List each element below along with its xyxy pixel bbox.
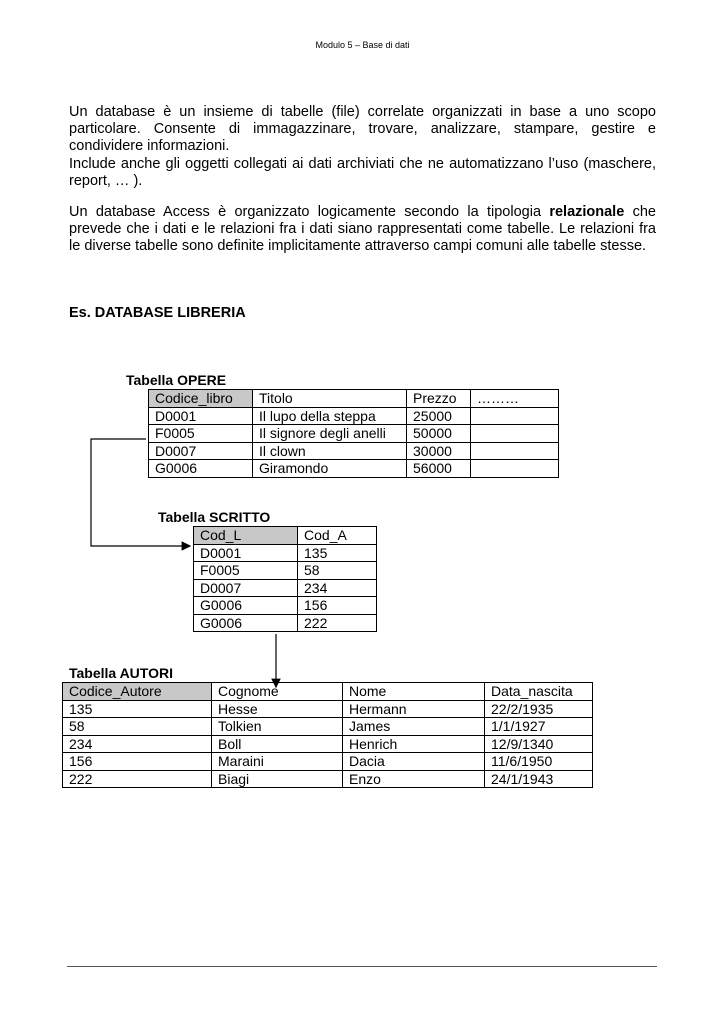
autori-cell: Biagi [212, 770, 343, 788]
scritto-cell: F0005 [194, 562, 298, 580]
scritto-label: Tabella SCRITTO [158, 509, 271, 525]
scritto-cell: 156 [298, 597, 377, 615]
opere-header-cell: Codice_libro [149, 390, 253, 408]
opere-cell: Il clown [253, 442, 407, 460]
autori-cell: 11/6/1950 [485, 753, 593, 771]
autori-cell: Tolkien [212, 718, 343, 736]
autori-cell: Hermann [343, 700, 485, 718]
opere-cell: 56000 [407, 460, 471, 478]
scritto-header-cell: Cod_A [298, 527, 377, 545]
autori-cell: Maraini [212, 753, 343, 771]
opere-scritto-connector [91, 439, 190, 546]
intro-p1: Un database è un insieme di tabelle (file) correlate organizzati in base a uno scopo particolare. Consente di immagazzinare, trovare, analizzare, stampare, gestire e condividere informazioni. [69, 104, 656, 155]
autori-cell: Hesse [212, 700, 343, 718]
opere-header-cell: Titolo [253, 390, 407, 408]
opere-cell: D0001 [149, 407, 253, 425]
autori-cell: 156 [63, 753, 212, 771]
opere-header-cell: ……… [471, 390, 559, 408]
opere-cell: 30000 [407, 442, 471, 460]
opere-cell: 50000 [407, 425, 471, 443]
opere-header-cell: Prezzo [407, 390, 471, 408]
page-header: Modulo 5 – Base di dati [315, 40, 410, 50]
intro-p2: Include anche gli oggetti collegati ai dati archiviati che ne automatizzano l’uso (maschere, report, … ). [69, 155, 656, 189]
autori-header-cell: Data_nascita [485, 683, 593, 701]
autori-cell: 234 [63, 735, 212, 753]
scritto-cell: D0007 [194, 579, 298, 597]
autori-cell: Boll [212, 735, 343, 753]
scritto-cell: 135 [298, 544, 377, 562]
scritto-cell: 222 [298, 614, 377, 632]
autori-label: Tabella AUTORI [69, 665, 173, 681]
opere-cell: D0007 [149, 442, 253, 460]
scritto-cell: G0006 [194, 597, 298, 615]
autori-cell: 12/9/1340 [485, 735, 593, 753]
autori-cell: Enzo [343, 770, 485, 788]
autori-cell: Dacia [343, 753, 485, 771]
autori-header-cell: Codice_Autore [63, 683, 212, 701]
autori-cell: 1/1/1927 [485, 718, 593, 736]
opere-cell: Il lupo della steppa [253, 407, 407, 425]
example-title: Es. DATABASE LIBRERIA [69, 305, 246, 321]
scritto-header-cell: Cod_L [194, 527, 298, 545]
scritto-cell: 58 [298, 562, 377, 580]
opere-label: Tabella OPERE [126, 372, 227, 388]
autori-cell: 22/2/1935 [485, 700, 593, 718]
footer-divider [67, 966, 657, 967]
autori-cell: 24/1/1943 [485, 770, 593, 788]
intro-p3-bold: relazionale [549, 204, 625, 220]
autori-cell: James [343, 718, 485, 736]
autori-cell: 222 [63, 770, 212, 788]
autori-header-cell: Nome [343, 683, 485, 701]
autori-cell: Henrich [343, 735, 485, 753]
intro-p3-before: Un database Access è organizzato logicamente secondo la tipologia [69, 204, 550, 220]
opere-cell: Il signore degli anelli [253, 425, 407, 443]
autori-cell: 135 [63, 700, 212, 718]
scritto-cell: D0001 [194, 544, 298, 562]
autori-cell: 58 [63, 718, 212, 736]
autori-header-cell: Cognome [212, 683, 343, 701]
opere-cell: G0006 [149, 460, 253, 478]
scritto-cell: 234 [298, 579, 377, 597]
opere-cell: Giramondo [253, 460, 407, 478]
intro-p3-after: che prevede che i dati e le relazioni fra i dati siano rappresentati come tabelle. Le relazioni fra le diverse tabelle sono definite implicitamente attraverso campi comuni alle tabelle stesse. [69, 204, 656, 255]
scritto-cell: G0006 [194, 614, 298, 632]
opere-cell: F0005 [149, 425, 253, 443]
opere-cell: 25000 [407, 407, 471, 425]
